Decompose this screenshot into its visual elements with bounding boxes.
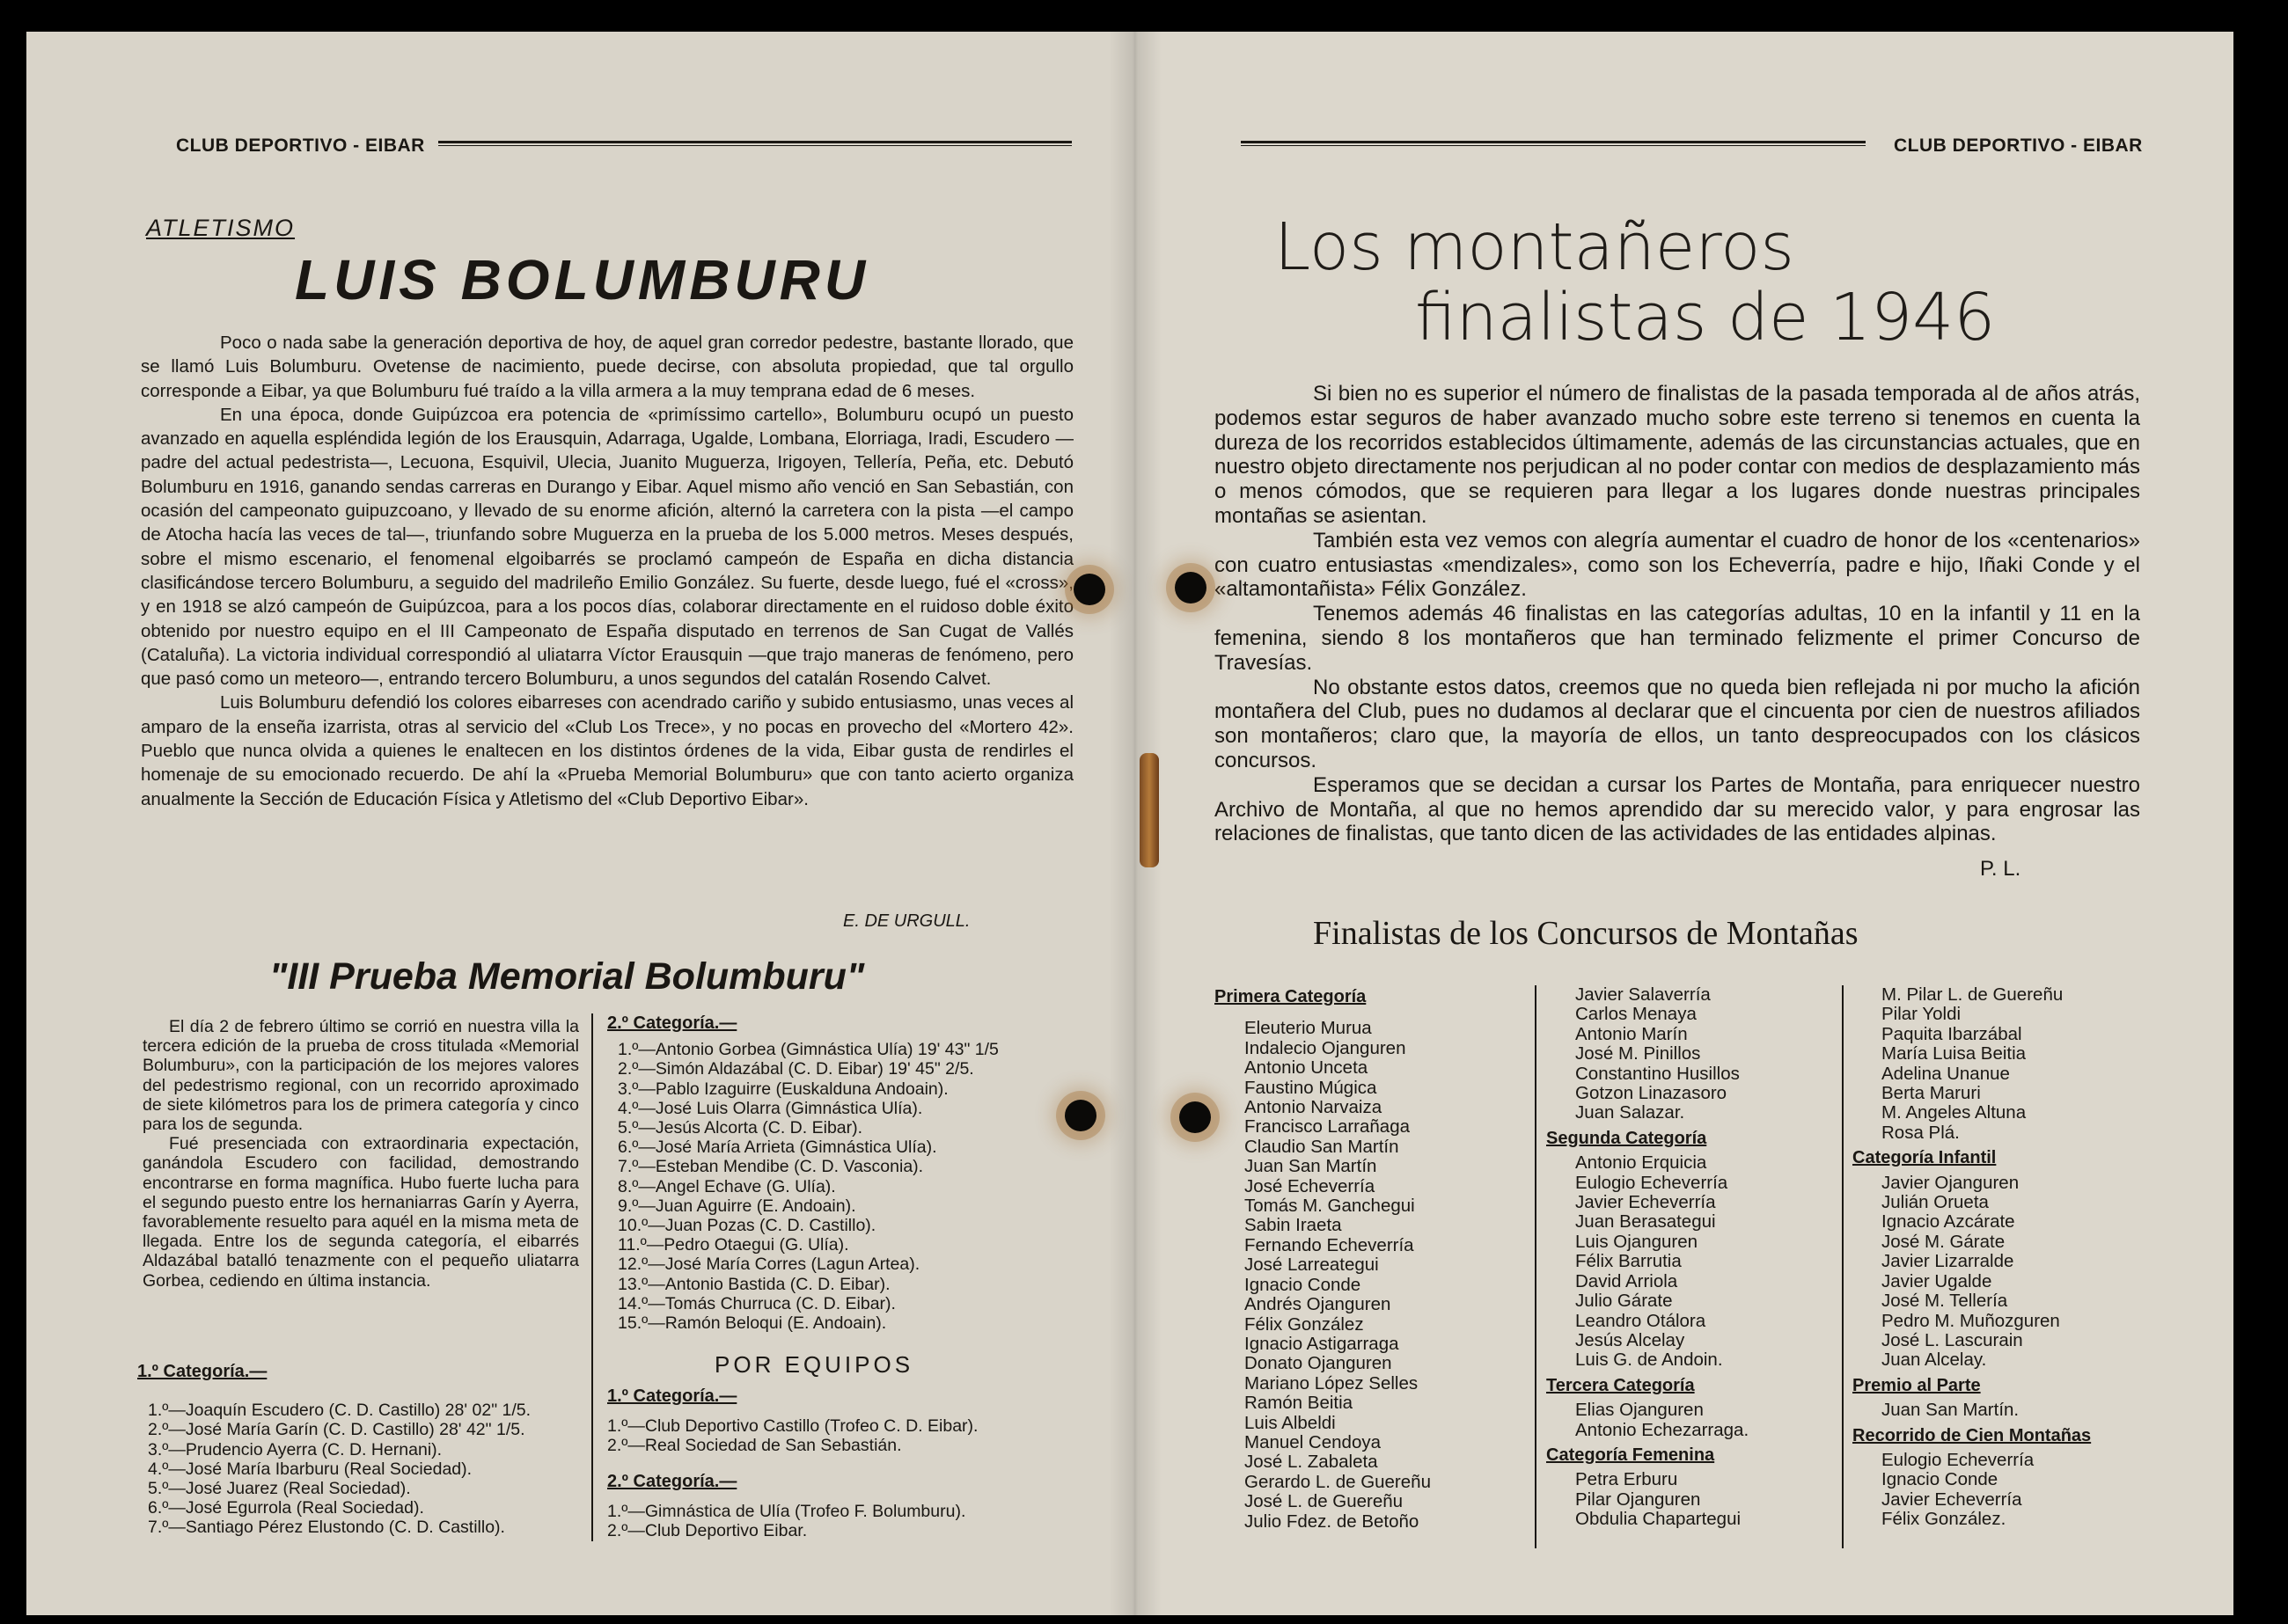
list-item: Indalecio Ojanguren bbox=[1244, 1037, 1406, 1058]
punch-hole bbox=[1074, 574, 1105, 605]
paragraph: Poco o nada sabe la generación deportiva de hoy, de aquel gran corredor pedestre, bastante llorado, que se llamó Luis Bolumburu. Ovetense de nacimiento, puede decirse, con absoluta propiedad, que tal orgullo corresponde a Eibar, ya que Bolumburu fué traído a la villa armera a la muy temprana edad de 6 meses. bbox=[141, 333, 1074, 401]
list-item: Juan San Martín bbox=[1244, 1156, 1377, 1177]
list-item: David Arriola bbox=[1575, 1270, 1678, 1291]
results-list bbox=[607, 1502, 1082, 1540]
list-item: Javier Echeverría bbox=[1575, 1192, 1716, 1213]
list-item: 12.º—José María Corres (Lagun Artea). bbox=[618, 1255, 920, 1275]
list-item: Javier Echeverría bbox=[1881, 1489, 2022, 1510]
list-item: M. Pilar L. de Guereñu bbox=[1881, 984, 2064, 1005]
finalists-column-1 bbox=[1214, 987, 1514, 1532]
left-header: CLUB DEPORTIVO - EIBAR bbox=[176, 135, 425, 156]
list-item: Sabin Iraeta bbox=[1244, 1215, 1342, 1236]
list-item: Julián Orueta bbox=[1881, 1192, 1989, 1213]
list-item: 2.º—José María Garín (C. D. Castillo) 28' 42" 1/5. bbox=[148, 1420, 525, 1440]
names-list bbox=[1546, 1470, 1837, 1529]
results-cat1 bbox=[137, 1362, 595, 1538]
paragraph: Esperamos que se decidan a cursar los Partes de Montaña, para enriquecer nuestro Archivo de Montaña, al que no hemos aprendido dar su merecido valor, y para engrosar las relaciones de finalistas, que tanto dicen de las actividades de las entidades alpinas. bbox=[1214, 772, 2140, 846]
list-item: Manuel Cendoya bbox=[1244, 1431, 1381, 1452]
category-heading: Categoría Infantil bbox=[1852, 1148, 1997, 1168]
category-heading: 1.º Categoría.— bbox=[137, 1362, 268, 1381]
author-initials: P. L. bbox=[1980, 857, 2021, 881]
list-item: Pilar Yoldi bbox=[1881, 1004, 1962, 1025]
column-divider bbox=[1842, 985, 1844, 1548]
header-rule-right bbox=[1241, 141, 1866, 146]
results-list bbox=[607, 1416, 1082, 1455]
list-item: Claudio San Martín bbox=[1244, 1136, 1399, 1157]
list-item: 2.º—Simón Aldazábal (C. D. Eibar) 19' 45" 2/5. bbox=[618, 1059, 974, 1079]
list-item: Tomás M. Ganchegui bbox=[1244, 1196, 1415, 1217]
paragraph: También esta vez vemos con alegría aumentar el cuadro de honor de los «centenarios» con cuatro entusiastas «mendizales», como son los Echeverría, padre e hijo, Iñaki Conde y el «altamontañista» Félix González. bbox=[1214, 528, 2140, 602]
names-list bbox=[1214, 1019, 1514, 1532]
list-item: Constantino Husillos bbox=[1575, 1063, 1740, 1084]
list-item: 7.º—Santiago Pérez Elustondo (C. D. Castillo). bbox=[148, 1518, 505, 1538]
list-item: 5.º—José Juarez (Real Sociedad). bbox=[148, 1479, 411, 1499]
paragraph: No obstante estos datos, creemos que no queda bien reflejada ni por mucho la afición montañera del Club, pues no dudamos al declarar que el cincuenta por cien de nuestros afiliados son montañeros; claro que, la mayoría de ellos, un tanto despreocupados con los clásicos concursos. bbox=[1214, 675, 2140, 772]
list-item: Francisco Larrañaga bbox=[1244, 1116, 1411, 1138]
list-item: 3.º—Prudencio Ayerra (C. D. Hernani). bbox=[148, 1439, 443, 1459]
list-item: 4.º—José Luis Olarra (Gimnástica Ulía). bbox=[618, 1098, 923, 1118]
list-item: María Luisa Beitia bbox=[1881, 1043, 2027, 1064]
finalists-column-2 bbox=[1546, 985, 1837, 1530]
list-item: 13.º—Antonio Bastida (C. D. Eibar). bbox=[618, 1274, 891, 1294]
list-item: Juan San Martín. bbox=[1881, 1400, 2020, 1421]
list-item: Carlos Menaya bbox=[1575, 1004, 1697, 1025]
list-item: Julio Fdez. de Betoño bbox=[1244, 1511, 1419, 1532]
list-item: Gotzon Linazasoro bbox=[1575, 1083, 1727, 1104]
title-line: Los montañeros bbox=[1274, 209, 1794, 285]
list-item: Pilar Ojanguren bbox=[1575, 1489, 1701, 1510]
category-heading: 2.º Categoría.— bbox=[607, 1471, 737, 1491]
article-title: LUIS BOLUMBURU bbox=[295, 248, 870, 311]
list-item: José M. Pinillos bbox=[1575, 1043, 1701, 1064]
list-item: Ignacio Conde bbox=[1881, 1469, 1998, 1490]
list-item: 1.º—Club Deportivo Castillo (Trofeo C. D. Eibar). bbox=[607, 1416, 979, 1437]
article-title-right bbox=[1274, 209, 1996, 355]
category-heading: Recorrido de Cien Montañas bbox=[1852, 1425, 2092, 1445]
list-item: Pedro M. Muñozguren bbox=[1881, 1310, 2060, 1331]
list-item: 7.º—Esteban Mendibe (C. D. Vasconia). bbox=[618, 1157, 924, 1177]
names-list bbox=[1546, 1401, 1837, 1440]
header-rule-left bbox=[438, 141, 1072, 146]
list-item: Luis Albeldi bbox=[1244, 1412, 1336, 1433]
list-item: Obdulia Chapartegui bbox=[1575, 1509, 1742, 1530]
list-item: Antonio Marín bbox=[1575, 1023, 1688, 1044]
finalists-title: Finalistas de los Concursos de Montañas bbox=[1313, 915, 1859, 952]
list-item: Petra Erburu bbox=[1575, 1469, 1678, 1490]
list-item: Adelina Unanue bbox=[1881, 1063, 2010, 1084]
list-item: Juan Berasategui bbox=[1575, 1211, 1716, 1233]
list-item: Ignacio Conde bbox=[1244, 1274, 1361, 1295]
list-item: Félix Barrutia bbox=[1575, 1251, 1682, 1272]
paragraph: En una época, donde Guipúzcoa era potencia de «primíssimo cartello», Bolumburu ocupó un puesto avanzado en aquella espléndida legión de los Erausquin, Adarraga, Ugalde, Lombana, Elorriaga, Iradi, Escudero —padre del actual pedestrista—, Lecuona, Esquivil, Ulecia, Juanito Muguerza, Irigoyen, Tellería, Peña, etc. Debutó Bolumburu en 1916, ganando sendas carreras en Durango y Eibar. Aquel mismo año venció en San Sebastián, con ocasión del campeonato guipuzcoano, y llevado de su enorme afición, alternó la carretera con la pista —el campo de Atocha hacía las veces de tal—, triunfando sobre Muguerza en la prueba de los 5.000 metros. Meses después, sobre el mismo escenario, el fenomenal elgoibarrés se proclamó campeón de España en dicha distancia clasificándose tercero Bolumburu, a seguido del madrileño Emilio González. Su fuerte, desde luego, fué el «cross», y en 1918 se alzó campeón de Guipúzcoa, para a los pocos días, colaborar directamente en el ruidoso doble éxito obtenido por nuestro equipo en el III Campeonato de España disputado en terrenos de San Cugat de Vallés (Cataluña). La victoria individual correspondió al uliatarra Víctor Erausquin —que trajo maneras de fenómeno, pero que pasó como un meteoro—, entrando tercero Bolumburu, a unos segundos del catalán Rosendo Calvet. bbox=[141, 404, 1074, 690]
results-cat2 bbox=[607, 1013, 1082, 1333]
paragraph: El día 2 de febrero último se corrió en nuestra villa la tercera edición de la prueba de cross titulada «Memorial Bolumburu», con la participación de los mejores valores del pedestrismo regional, con un recorrido aproximado de siete kilómetros para los de primera categoría y cinco para los de segunda. bbox=[143, 1017, 579, 1135]
list-item: Donato Ojanguren bbox=[1244, 1353, 1392, 1374]
punch-hole bbox=[1065, 1100, 1096, 1131]
names-list bbox=[1852, 1451, 2178, 1530]
list-item: 9.º—Juan Aguirre (E. Andoain). bbox=[618, 1196, 856, 1216]
list-item: Javier Lizarralde bbox=[1881, 1251, 2014, 1272]
list-item: Antonio Unceta bbox=[1244, 1057, 1368, 1079]
list-item: José L. Zabaleta bbox=[1244, 1452, 1378, 1473]
list-item: 1.º—Gimnástica de Ulía (Trofeo F. Bolumburu). bbox=[607, 1501, 966, 1521]
results-list bbox=[607, 1040, 1082, 1333]
list-item: Antonio Echezarraga. bbox=[1575, 1419, 1749, 1440]
list-item: Ramón Beitia bbox=[1244, 1393, 1353, 1414]
list-item: Andrés Ojanguren bbox=[1244, 1294, 1391, 1315]
list-item: 6.º—José Egurrola (Real Sociedad). bbox=[148, 1498, 424, 1518]
list-item: Eleuterio Murua bbox=[1244, 1018, 1372, 1039]
list-item: Fernando Echeverría bbox=[1244, 1234, 1414, 1255]
list-item: Ignacio Astigarraga bbox=[1244, 1333, 1399, 1354]
list-item: Félix González. bbox=[1881, 1509, 2006, 1530]
list-item: Javier Salaverría bbox=[1575, 984, 1711, 1005]
names-list bbox=[1852, 1401, 2178, 1420]
list-item: Javier Ojanguren bbox=[1881, 1172, 2020, 1193]
list-item: José Echeverría bbox=[1244, 1175, 1375, 1196]
names-list bbox=[1852, 985, 2178, 1143]
category-heading: 2.º Categoría.— bbox=[607, 1013, 737, 1033]
column-divider bbox=[1535, 985, 1536, 1548]
list-item: Mariano López Selles bbox=[1244, 1372, 1419, 1394]
list-item: Eulogio Echeverría bbox=[1881, 1449, 2035, 1470]
list-item: 8.º—Angel Echave (G. Ulía). bbox=[618, 1176, 836, 1196]
list-item: José M. Tellería bbox=[1881, 1291, 2008, 1312]
article-body-right bbox=[1214, 382, 2140, 846]
magazine-spread bbox=[26, 32, 2233, 1615]
teams-heading: POR EQUIPOS bbox=[715, 1351, 914, 1378]
paragraph: Si bien no es superior el número de finalistas de la pasada temporada al de años atrás, podemos estar seguros de haber avanzado mucho sobre este terreno si tenemos en cuenta la dureza de los recorridos establecidos últimamente, además de las circunstancias actuales, que en nuestro objeto directamente nos perjudican al no poder contar con medios de desplazamiento más o menos cómodos, que se requieren para llegar a los lugares donde nuestras principales montañas se asientan. bbox=[1214, 382, 2140, 528]
list-item: Luis Ojanguren bbox=[1575, 1231, 1698, 1252]
list-item: 2.º—Real Sociedad de San Sebastián. bbox=[607, 1436, 902, 1456]
list-item: José L. Lascurain bbox=[1881, 1329, 2023, 1350]
results-list bbox=[137, 1401, 595, 1537]
list-item: Berta Maruri bbox=[1881, 1083, 1981, 1104]
list-item: Ignacio Azcárate bbox=[1881, 1211, 2015, 1233]
list-item: 2.º—Club Deportivo Eibar. bbox=[607, 1521, 808, 1541]
signature: E. DE URGULL. bbox=[843, 911, 971, 931]
list-item: Juan Alcelay. bbox=[1881, 1350, 1987, 1371]
category-heading: Segunda Categoría bbox=[1546, 1128, 1707, 1148]
category-heading: Tercera Categoría bbox=[1546, 1375, 1695, 1395]
list-item: Leandro Otálora bbox=[1575, 1310, 1706, 1331]
paragraph: Tenemos además 46 finalistas en las categorías adultas, 10 en la infantil y 11 en la femenina, siendo 8 los montañeros que han terminado felizmente el primer Concurso de Travesías. bbox=[1214, 602, 2140, 675]
paragraph: Luis Bolumburu defendió los colores eibarreses con acendrado cariño y subido entusiasmo, unas veces al amparo de la enseña izarrista, otras al servicio del «Club Los Trece», y no pocas en provecho del «Mortero 42». Pueblo que nunca olvida a quienes le enaltecen en los distintos órdenes de la vida, Eibar gusta de rendirles el homenaje de su emocionado recuerdo. De ahí la «Prueba Memorial Bolumburu» que con tanto acierto organiza anualmente la Sección de Educación Física y Atletismo del «Club Deportivo Eibar». bbox=[141, 692, 1074, 809]
right-header: CLUB DEPORTIVO - EIBAR bbox=[1894, 135, 2143, 156]
list-item: 1.º—Antonio Gorbea (Gimnástica Ulía) 19' 43" 1/5 bbox=[618, 1040, 999, 1060]
list-item: José M. Gárate bbox=[1881, 1231, 2006, 1252]
finalists-column-3 bbox=[1852, 985, 2178, 1530]
list-item: 10.º—Juan Pozas (C. D. Castillo). bbox=[618, 1216, 876, 1236]
list-item: Antonio Erquicia bbox=[1575, 1152, 1707, 1174]
list-item: 1.º—Joaquín Escudero (C. D. Castillo) 28' 02" 1/5. bbox=[148, 1401, 532, 1421]
rusted-staple bbox=[1140, 753, 1159, 867]
category-heading: 1.º Categoría.— bbox=[607, 1386, 737, 1406]
list-item: Javier Ugalde bbox=[1881, 1270, 1992, 1291]
paragraph: Fué presenciada con extraordinaria expectación, ganándola Escudero con facilidad, demostrando encontrarse en forma magnífica. Hubo fuerte lucha para el segundo puesto entre los hernaniarras Garín y Ayerra, favorablemente resuelto para aquél en la misma meta de llegada. Entre los de segunda categoría, el eibarrés Aldazábal batalló tenazmente con el pequeño uliatarra Gorbea, cediendo en última instancia. bbox=[143, 1134, 579, 1291]
teams-results bbox=[607, 1386, 1082, 1540]
list-item: Paquita Ibarzábal bbox=[1881, 1023, 2022, 1044]
list-item: Eulogio Echeverría bbox=[1575, 1172, 1728, 1193]
race-title: "III Prueba Memorial Bolumburu" bbox=[269, 955, 865, 998]
list-item: 14.º—Tomás Churruca (C. D. Eibar). bbox=[618, 1293, 896, 1313]
list-item: 15.º—Ramón Beloqui (E. Andoain). bbox=[618, 1313, 887, 1334]
title-line: finalistas de 1946 bbox=[1415, 280, 1996, 355]
list-item: Faustino Múgica bbox=[1244, 1077, 1377, 1098]
category-heading: Premio al Parte bbox=[1852, 1375, 1981, 1395]
names-list bbox=[1852, 1174, 2178, 1371]
category-heading: Primera Categoría bbox=[1214, 987, 1367, 1006]
list-item: Antonio Narvaiza bbox=[1244, 1097, 1382, 1118]
list-item: 11.º—Pedro Otaegui (G. Ulía). bbox=[618, 1235, 849, 1255]
list-item: Félix González bbox=[1244, 1313, 1364, 1335]
names-list bbox=[1546, 985, 1837, 1123]
race-report bbox=[143, 1017, 579, 1291]
list-item: Julio Gárate bbox=[1575, 1291, 1673, 1312]
left-page bbox=[26, 32, 1135, 1615]
list-item: Jesús Alcelay bbox=[1575, 1329, 1685, 1350]
list-item: Luis G. de Andoin. bbox=[1575, 1350, 1723, 1371]
list-item: Gerardo L. de Guereñu bbox=[1244, 1471, 1431, 1492]
punch-hole bbox=[1175, 572, 1206, 604]
names-list bbox=[1546, 1153, 1837, 1370]
list-item: 3.º—Pablo Izaguirre (Euskalduna Andoain). bbox=[618, 1079, 949, 1099]
list-item: M. Angeles Altuna bbox=[1881, 1102, 2027, 1123]
list-item: José L. de Guereñu bbox=[1244, 1491, 1404, 1512]
section-label: ATLETISMO bbox=[146, 215, 296, 241]
list-item: Rosa Plá. bbox=[1881, 1122, 1960, 1143]
list-item: 6.º—José María Arrieta (Gimnástica Ulía). bbox=[618, 1138, 937, 1158]
list-item: Juan Salazar. bbox=[1575, 1102, 1685, 1123]
list-item: Elias Ojanguren bbox=[1575, 1400, 1704, 1421]
list-item: José Larreategui bbox=[1244, 1255, 1379, 1276]
list-item: 4.º—José María Ibarburu (Real Sociedad). bbox=[148, 1459, 473, 1479]
article-body bbox=[141, 331, 1074, 811]
list-item: 5.º—Jesús Alcorta (C. D. Eibar). bbox=[618, 1118, 863, 1138]
punch-hole bbox=[1179, 1101, 1211, 1133]
category-heading: Categoría Femenina bbox=[1546, 1445, 1715, 1465]
column-divider bbox=[591, 1013, 593, 1541]
